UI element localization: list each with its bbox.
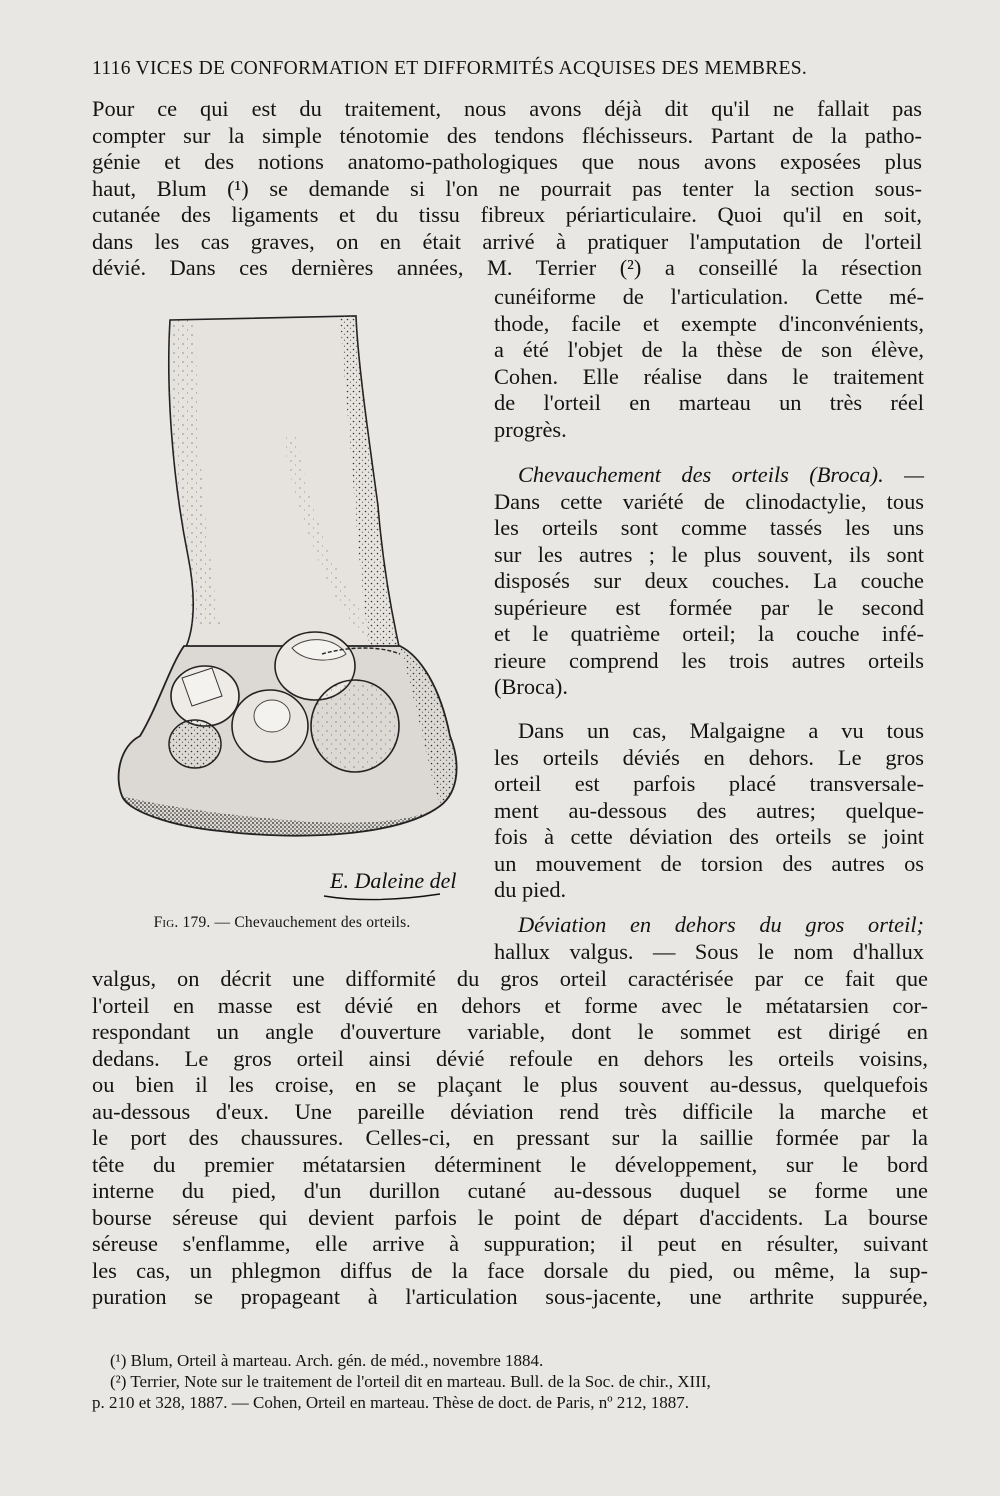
text-line: de l'orteil en marteau un très réel [494,390,924,415]
footnote-2: (²) Terrier, Note sur le traitement de l'orteil dit en marteau. Bull. de la Soc. de chir., XIII, [110,1372,711,1391]
text-line: rieure comprend les trois autres orteils [494,647,924,673]
text-line: le port des chaussures. Celles-ci, en pressant sur la saillie formée par la [92,1125,928,1150]
text-line: Dans cette variété de clinodactylie, tous [494,488,924,514]
footnotes [92,1350,928,1413]
text-line: respondant un angle d'ouverture variable, dont le sommet est dirigé en [92,1019,928,1044]
text-line: dévié. Dans ces dernières années, M. Terrier (²) a conseillé la résection [92,255,922,280]
text-line: un mouvement de torsion des autres os [494,850,924,876]
text-line: tête du premier métatarsien déterminent le développement, sur le bord [92,1151,928,1177]
text-line: disposés sur deux couches. La couche [494,568,924,593]
text-line: orteil est parfois placé transversale- [494,771,924,796]
paragraph-hallux-valgus-continued [92,966,928,1311]
figure-title: — Chevauchement des orteils. [210,914,411,931]
text-line: bourse séreuse qui devient parfois le point de départ d'accidents. La bourse [92,1204,928,1230]
paragraph-treatment [92,96,922,282]
text-line: l'orteil en masse est dévié en dehors et forme avec le métatarsien cor- [92,992,928,1018]
text-line: ment au-dessous des autres; quelque- [494,797,924,823]
toe [169,720,221,768]
text-line: dedans. Le gros orteil ainsi dévié refoule en dehors les orteils voisins, [92,1045,928,1071]
text-line: Dans un cas, Malgaigne a vu tous [518,718,924,743]
text-line: Cohen. Elle réalise dans le traitement [494,363,924,389]
footnote-2-continued: p. 210 et 328, 1887. — Cohen, Orteil en marteau. Thèse de doct. de Paris, nº 212, 1887. [92,1393,690,1412]
text-line: haut, Blum (¹) se demande si l'on ne pourrait pas tenter la section sous- [92,175,922,201]
text-line: au-dessous d'eux. Une pareille déviation rend très difficile la marche et [92,1098,928,1124]
text-line: compter sur la simple ténotomie des tendons fléchisseurs. Partant de la patho- [92,122,922,148]
text-line: cunéiforme de l'articulation. Cette mé- [494,284,924,309]
text-line: les cas, un phlegmon diffus de la face dorsale du pied, ou même, la sup- [92,1257,928,1283]
text-line: dans les cas graves, on en était arrivé à pratiquer l'amputation de l'orteil [92,228,922,254]
text-line: cutanée des ligaments et du tissu fibreux périarticulaire. Quoi qu'il en soit, [92,202,922,227]
section-heading-line [494,912,924,939]
running-head: 1116 VICES DE CONFORMATION ET DIFFORMITÉS ACQUISES DES MEMBRES. [92,58,808,79]
footnote-1: (¹) Blum, Orteil à marteau. Arch. gén. de méd., novembre 1884. [110,1351,544,1370]
text-line: hallux valgus. — Sous le nom d'hallux [494,938,924,964]
paragraph-chevauchement [494,462,924,701]
section-heading: Déviation en dehors du gros orteil; [518,912,924,937]
text-line: sur les autres ; le plus souvent, ils sont [494,541,924,567]
text-line: du pied. [494,877,567,902]
text-line: a été l'objet de la thèse de son élève, [494,337,924,362]
text-line: valgus, on décrit une difformité du gros orteil caractérisée par ce fait que [92,966,928,991]
paragraph-hallux-valgus [494,912,924,965]
text-line: Pour ce qui est du traitement, nous avons déjà dit qu'il ne fallait pas [92,96,922,121]
figure-number: Fig. 179. [153,914,211,931]
section-heading-line [494,462,924,489]
text-line: puration se propageant à l'articulation sous-jacente, une arthrite suppurée, [92,1284,928,1309]
section-heading: Chevauchement des orteils (Broca). — [518,462,924,487]
artist-signature: E. Daleine del [330,868,457,893]
text-line: séreuse s'enflamme, elle arrive à suppuration; il peut en résulter, suivant [92,1231,928,1256]
paragraph-treatment-continued [494,284,924,443]
toe [311,680,399,772]
text-line: les orteils sont comme tassés les uns [494,515,924,540]
text-line: supérieure est formée par le second [494,594,924,620]
text-line: thode, facile et exempte d'inconvénients, [494,310,924,336]
foot-illustration [100,306,470,906]
text-line: génie et des notions anatomo-pathologiques que nous avons exposées plus [92,149,922,174]
text-line: interne du pied, d'un durillon cutané au-dessous duquel se forme une [92,1178,928,1203]
text-line: les orteils déviés en dehors. Le gros [494,744,924,770]
paragraph-malgaigne [494,718,924,904]
text-line: ou bien il les croise, en se plaçant le plus souvent au-dessus, quelquefois [92,1072,928,1097]
text-line: et le quatrième orteil; la couche infé- [494,621,924,646]
text-line: (Broca). [494,674,568,699]
figure-caption [92,914,472,932]
text-line: progrès. [494,416,567,442]
text-line: fois à cette déviation des orteils se joint [494,824,924,849]
